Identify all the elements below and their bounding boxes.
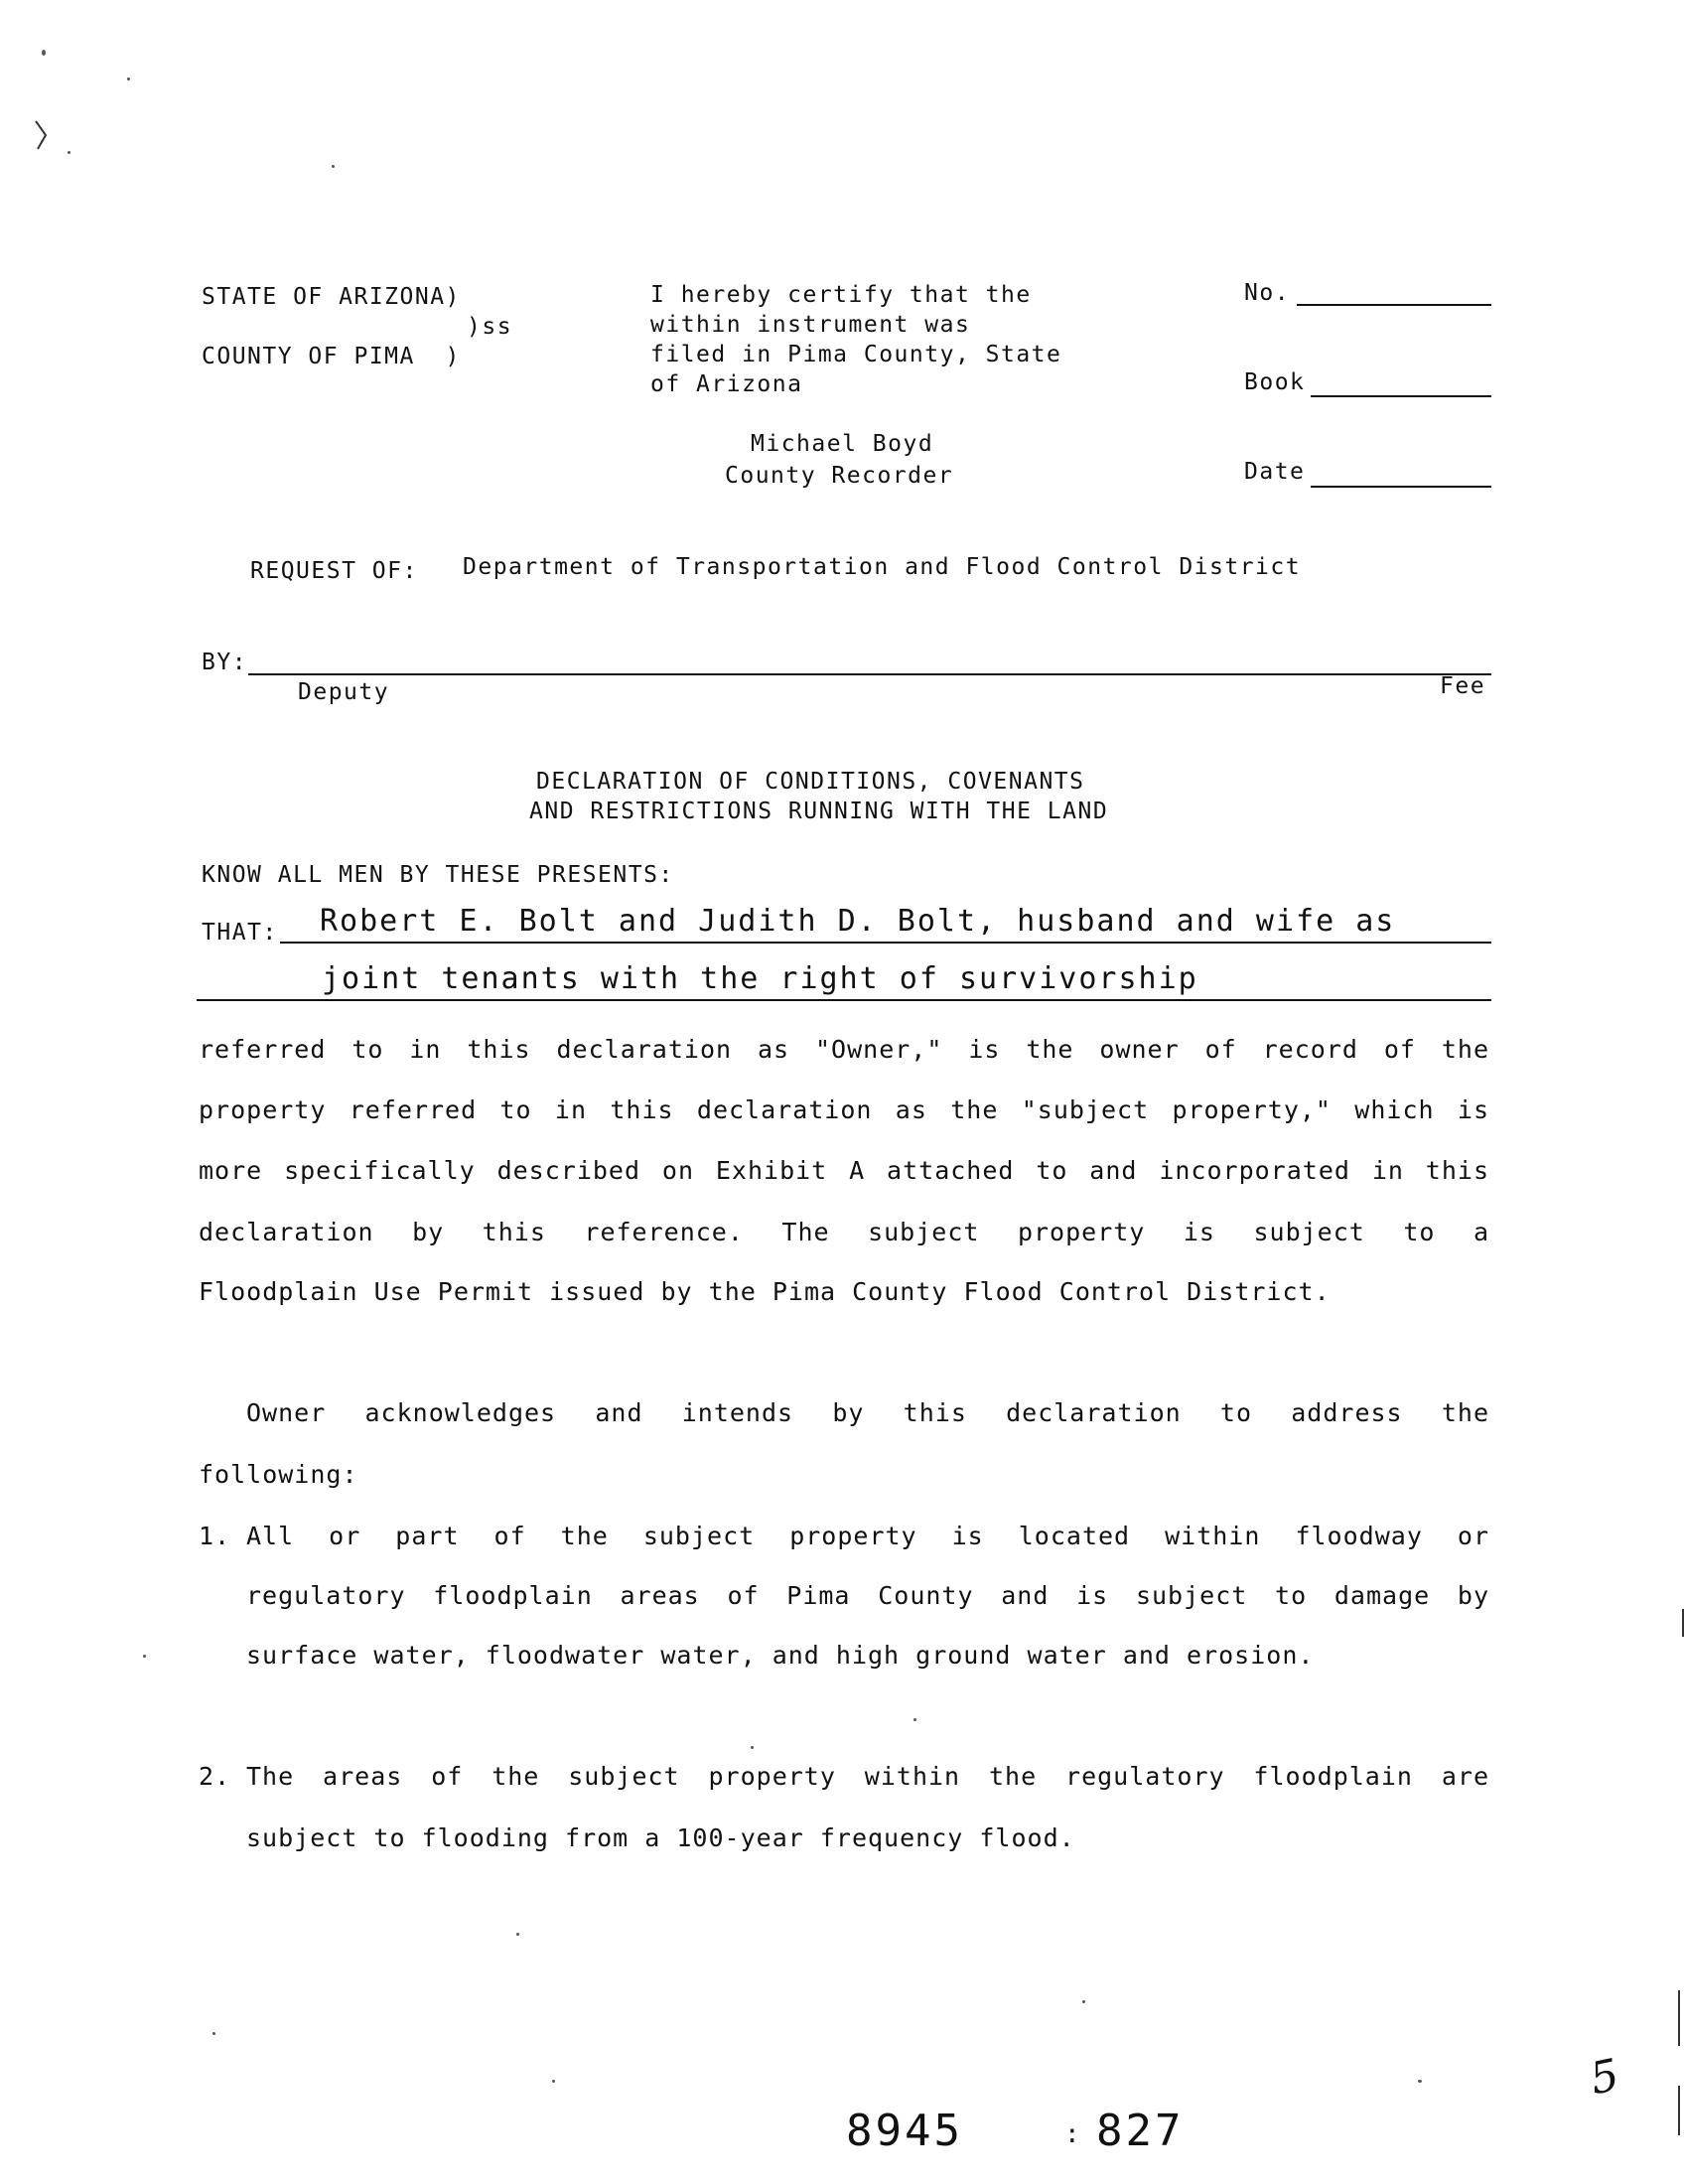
owner-tenancy: joint tenants with the right of survivorship: [322, 961, 1198, 996]
book-field-line: [1311, 395, 1491, 397]
edge-mark: [1678, 2086, 1680, 2135]
no-field-line: [1297, 304, 1491, 306]
scan-speck: [516, 1933, 519, 1936]
item-number: 1.: [199, 1522, 231, 1550]
scan-speck: [1082, 2000, 1085, 2003]
paragraph-line: declaration by this reference. The subject property is subject to a: [199, 1218, 1489, 1246]
scan-speck: [68, 151, 70, 154]
book-number: 8945: [846, 2106, 963, 2156]
document-title: AND RESTRICTIONS RUNNING WITH THE LAND: [529, 799, 1109, 824]
paragraph-line: Floodplain Use Permit issued by the Pima County Flood Control District.: [199, 1277, 1331, 1306]
scan-speck: [143, 1655, 146, 1658]
scan-speck: [332, 165, 335, 168]
handwritten-mark: 5: [1586, 2049, 1623, 2106]
paragraph-line: more specifically described on Exhibit A attached to and incorporated in this: [199, 1156, 1489, 1185]
item-line: All or part of the subject property is located within floodway or: [246, 1522, 1489, 1550]
request-label: REQUEST OF:: [250, 558, 418, 584]
by-label: BY:: [202, 650, 248, 675]
paragraph-line: Owner acknowledges and intends by this declaration to address the: [246, 1398, 1489, 1427]
margin-mark-icon: [30, 117, 54, 157]
document-title: DECLARATION OF CONDITIONS, COVENANTS: [536, 769, 1085, 795]
that-line-1: [280, 942, 1491, 944]
county-label: COUNTY OF PIMA ): [202, 344, 461, 369]
scan-speck: [552, 2080, 555, 2083]
scan-speck: [127, 77, 130, 80]
item-number: 2.: [199, 1762, 231, 1791]
scan-speck: [212, 2032, 215, 2035]
paragraph-line: property referred to in this declaration as the "subject property," which is: [199, 1095, 1489, 1124]
item-line: surface water, floodwater water, and high ground water and erosion.: [246, 1641, 1315, 1670]
book-label: Book: [1244, 369, 1306, 395]
certify-line: I hereby certify that the: [650, 282, 1032, 308]
scan-speck: [913, 1718, 916, 1721]
ss-label: )ss: [467, 314, 513, 340]
state-label: STATE OF ARIZONA): [202, 284, 461, 310]
deputy-label: Deputy: [298, 679, 390, 705]
date-field-line: [1311, 486, 1491, 488]
fee-label: Fee: [1440, 673, 1486, 699]
certify-line: within instrument was: [650, 312, 971, 338]
paragraph-line: referred to in this declaration as "Owner," is the owner of record of the: [199, 1035, 1489, 1064]
that-label: THAT:: [202, 920, 278, 946]
no-label: No.: [1244, 280, 1291, 306]
by-signature-line: [248, 673, 1491, 675]
that-line-2: [197, 999, 1491, 1001]
scan-speck: [42, 50, 46, 56]
request-value: Department of Transportation and Flood Control District: [463, 554, 1302, 580]
item-line: regulatory floodplain areas of Pima County and is subject to damage by: [246, 1581, 1489, 1610]
date-label: Date: [1244, 459, 1306, 485]
scan-speck: [751, 1746, 754, 1749]
owner-names: Robert E. Bolt and Judith D. Bolt, husband and wife as: [320, 904, 1396, 939]
recorder-name: Michael Boyd: [751, 431, 934, 457]
item-line: subject to flooding from a 100-year frequency flood.: [246, 1823, 1075, 1852]
edge-mark: [1678, 1990, 1680, 2046]
scan-speck: [1418, 2080, 1422, 2083]
item-line: The areas of the subject property within the regulatory floodplain are: [246, 1762, 1489, 1791]
paragraph-line: following:: [199, 1460, 358, 1489]
certify-line: of Arizona: [650, 371, 803, 397]
page-number: 827: [1096, 2106, 1185, 2156]
recorder-title: County Recorder: [725, 463, 954, 489]
footer-separator: :: [1064, 2119, 1080, 2149]
certify-line: filed in Pima County, State: [650, 342, 1062, 367]
know-all-men: KNOW ALL MEN BY THESE PRESENTS:: [202, 862, 674, 888]
